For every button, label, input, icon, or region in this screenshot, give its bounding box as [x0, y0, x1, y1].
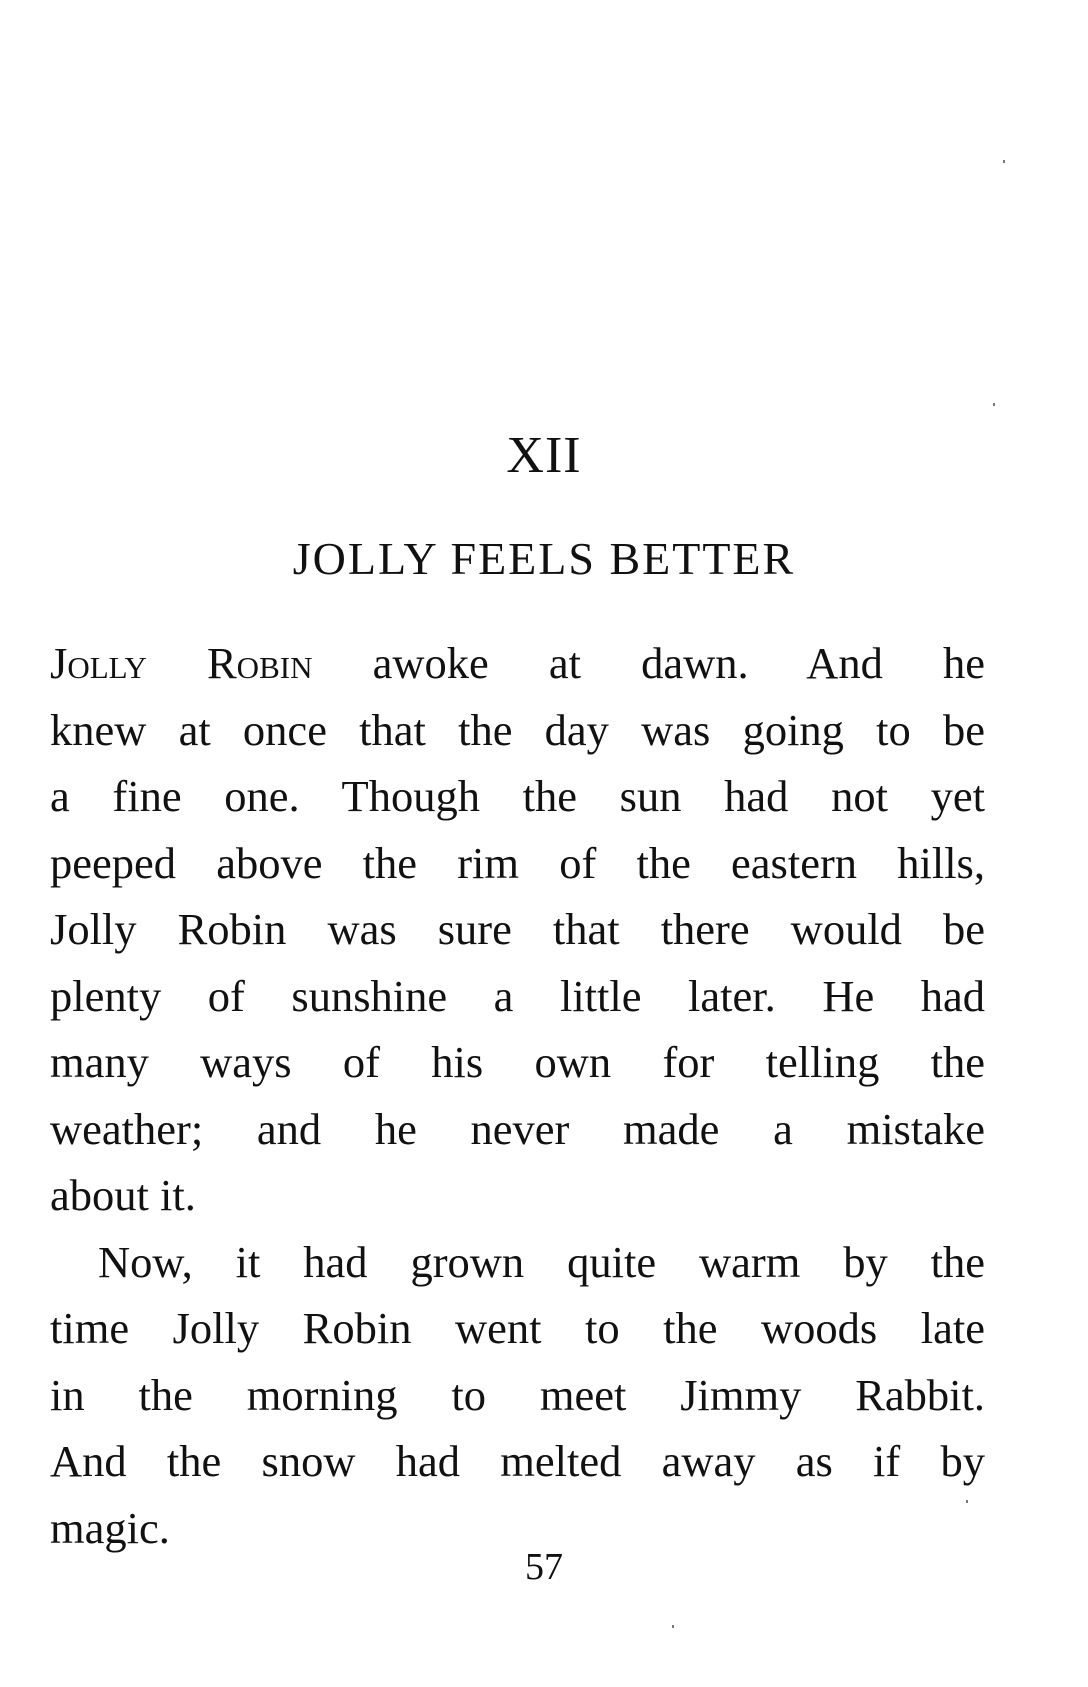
text-fragment: awoke at dawn. And he — [312, 638, 986, 688]
text-line: many ways of his own for telling the — [50, 1037, 985, 1087]
text-line: plenty of sunshine a little later. He had — [50, 970, 985, 1021]
paragraph-2 — [50, 1229, 985, 1562]
scan-speck — [672, 1625, 674, 1628]
text-line: Now, it had grown quite warm by the — [98, 1236, 985, 1287]
chapter-number: XII — [506, 427, 582, 484]
text-line: magic. — [50, 1502, 170, 1553]
scan-speck — [993, 403, 995, 406]
text-line: about it. — [50, 1170, 196, 1220]
paragraph-1 — [50, 630, 985, 1229]
body-text — [50, 630, 985, 1561]
text-line: peeped above the rim of the eastern hills, — [50, 837, 985, 888]
scan-speck — [966, 1500, 968, 1503]
text-line: a fine one. Though the sun had not yet — [50, 771, 985, 821]
chapter-title: JOLLY FEELS BETTER — [292, 533, 796, 584]
text-line: knew at once that the day was going to be — [50, 704, 985, 755]
text-line: time Jolly Robin went to the woods late — [50, 1303, 985, 1353]
text-line: weather; and he never made a mistake — [50, 1103, 985, 1154]
text-line: And the snow had melted away as if by — [50, 1436, 985, 1486]
scan-speck — [1003, 160, 1005, 163]
lead-word: Jolly — [50, 638, 147, 688]
lead-word: Robin — [207, 638, 313, 688]
text-line: Jolly Robin was sure that there would be — [50, 904, 985, 954]
page-number: 57 — [525, 1546, 563, 1588]
text-line: in the morning to meet Jimmy Rabbit. — [50, 1369, 985, 1420]
text-line — [50, 630, 985, 697]
